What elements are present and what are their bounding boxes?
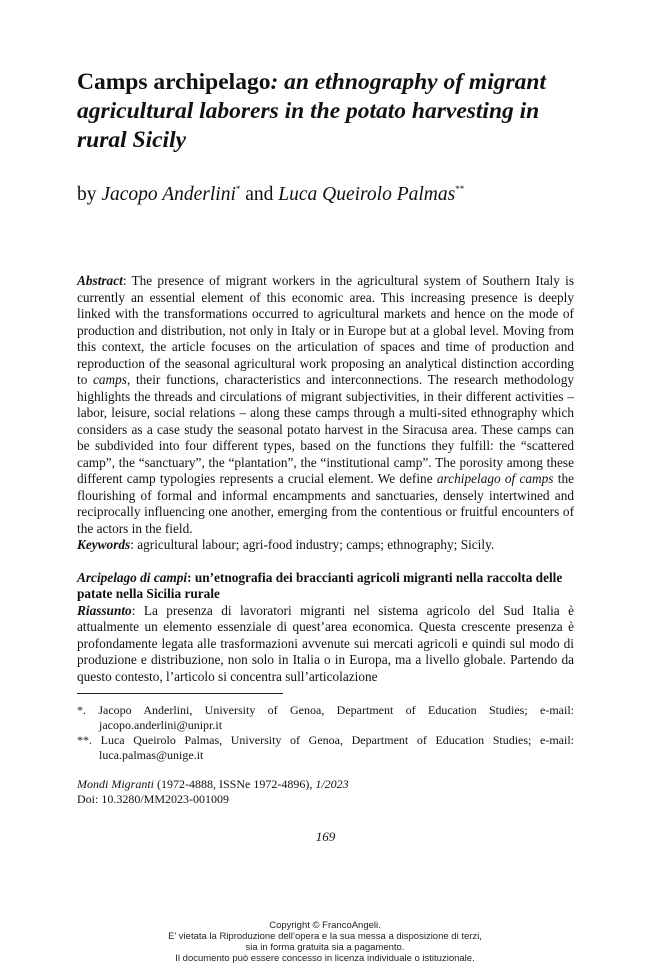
keywords-label: Keywords <box>77 537 131 552</box>
keywords-text: : agricultural labour; agri-food industry; camps; ethnography; Sicily. <box>130 537 495 552</box>
author-line <box>77 177 574 207</box>
footnote-2: **. Luca Queirolo Palmas, University of Genoa, Department of Education Studies; e-mail: luca.palmas@unige.it <box>77 733 574 762</box>
journal-doi: Doi: 10.3280/MM2023-001009 <box>77 792 230 806</box>
journal-info <box>77 777 574 807</box>
and-word: and <box>245 184 274 205</box>
copyright-notice <box>0 920 650 964</box>
copyright-line-4: Il documento può essere concesso in licenza individuale o istituzionale. <box>175 953 475 964</box>
footnote-1: *. Jacopo Anderlini, University of Genoa, Department of Education Studies; e-mail: jacopo.anderlini@unipr.it <box>77 703 574 732</box>
author-1: Jacopo Anderlini <box>101 184 236 205</box>
by-word: by <box>77 184 97 205</box>
abstract-text-2: , their functions, characteristics and interconnections. The research methodology highlights the threads and circulations of migrant subjectivities, in their different activities – labor, leisure, social relations – along these camps through a multi-sited ethnography which considers as a case study the seasonal potato harvest in the Siracusa area. These camps can be subdivided into four different types, based on the functions they fulfill: the “scattered camp”, the “sanctuary”, the “plantation”, the “institutional camp”. The porosity among these different camp typologies represents a crucial element. We define <box>77 372 574 486</box>
abstract-archipelago: archipelago of camps <box>436 471 554 486</box>
footnote-rule <box>77 693 283 694</box>
italian-title-rest: : un’etnografia dei braccianti agricoli migranti nella raccolta delle patate nella Sicilia rurale <box>77 569 563 601</box>
footnotes <box>77 703 574 763</box>
page-number: 169 <box>315 829 336 844</box>
italian-title-italic: Arcipelago di campi <box>77 569 188 585</box>
article-page <box>77 68 574 845</box>
abstract-paragraph <box>77 273 574 537</box>
italian-title <box>77 570 574 603</box>
abstract-text-1: : The presence of migrant workers in the agricultural system of Southern Italy is currently an essential element of this economic area. This increasing presence is deeply linked with the transformations occurred to agricultural markets and hence on the mode of production and distribution, not only in Italy or in Europe but at a global level. Moving from this context, the article focuses on the articulation of spaces and time of production and reproduction of the seasonal agricultural work proposing an analytical distinction according to <box>77 273 574 387</box>
riassunto-label: Riassunto <box>77 602 132 618</box>
abstract-camps: camps <box>93 372 127 387</box>
copyright-line-1: Copyright © FrancoAngeli. <box>269 920 381 931</box>
author-2: Luca Queirolo Palmas <box>278 184 456 205</box>
title-plain: Camps archipelago <box>77 69 271 95</box>
abstract-label: Abstract <box>77 273 123 288</box>
copyright-line-3: sia in forma gratuita sia a pagamento. <box>245 942 405 953</box>
journal-name: Mondi Migranti <box>77 777 154 791</box>
copyright-line-2: E’ vietata la Riproduzione dell’opera e la sua messa a disposizione di terzi, <box>168 931 482 942</box>
keywords-line <box>77 537 574 554</box>
journal-issn: (1972-4888, ISSNe 1972-4896), <box>154 777 316 791</box>
author-1-mark: * <box>235 184 241 194</box>
author-2-mark: ** <box>455 184 465 194</box>
riassunto-paragraph <box>77 603 574 686</box>
abstract-text-3: the flourishing of formal and informal encampments and sanctuaries, densely intertwined and reciprocally influencing one another, emerging from the contentious or fruitful encounters of the actors in the field. <box>77 471 575 536</box>
riassunto-text: : La presenza di lavoratori migranti nel sistema agricolo del Sud Italia è attualmente un elemento essenziale di quest’area economica. Questa crescente presenza è profondamente legata alle trasformazioni avvenute sui mercati agricoli e quindi sul modo di produzione e distribuzione, non solo in Italia o in Europa, ma a livello globale. Partendo da questo contesto, l’articolo si concentra sull’articolazione <box>77 602 574 684</box>
title-italic: : an ethnography of migrant agricultural laborers in the potato harvesting in rural Sicily <box>77 69 546 153</box>
journal-issue: 1/2023 <box>315 777 349 791</box>
article-title <box>77 68 574 155</box>
